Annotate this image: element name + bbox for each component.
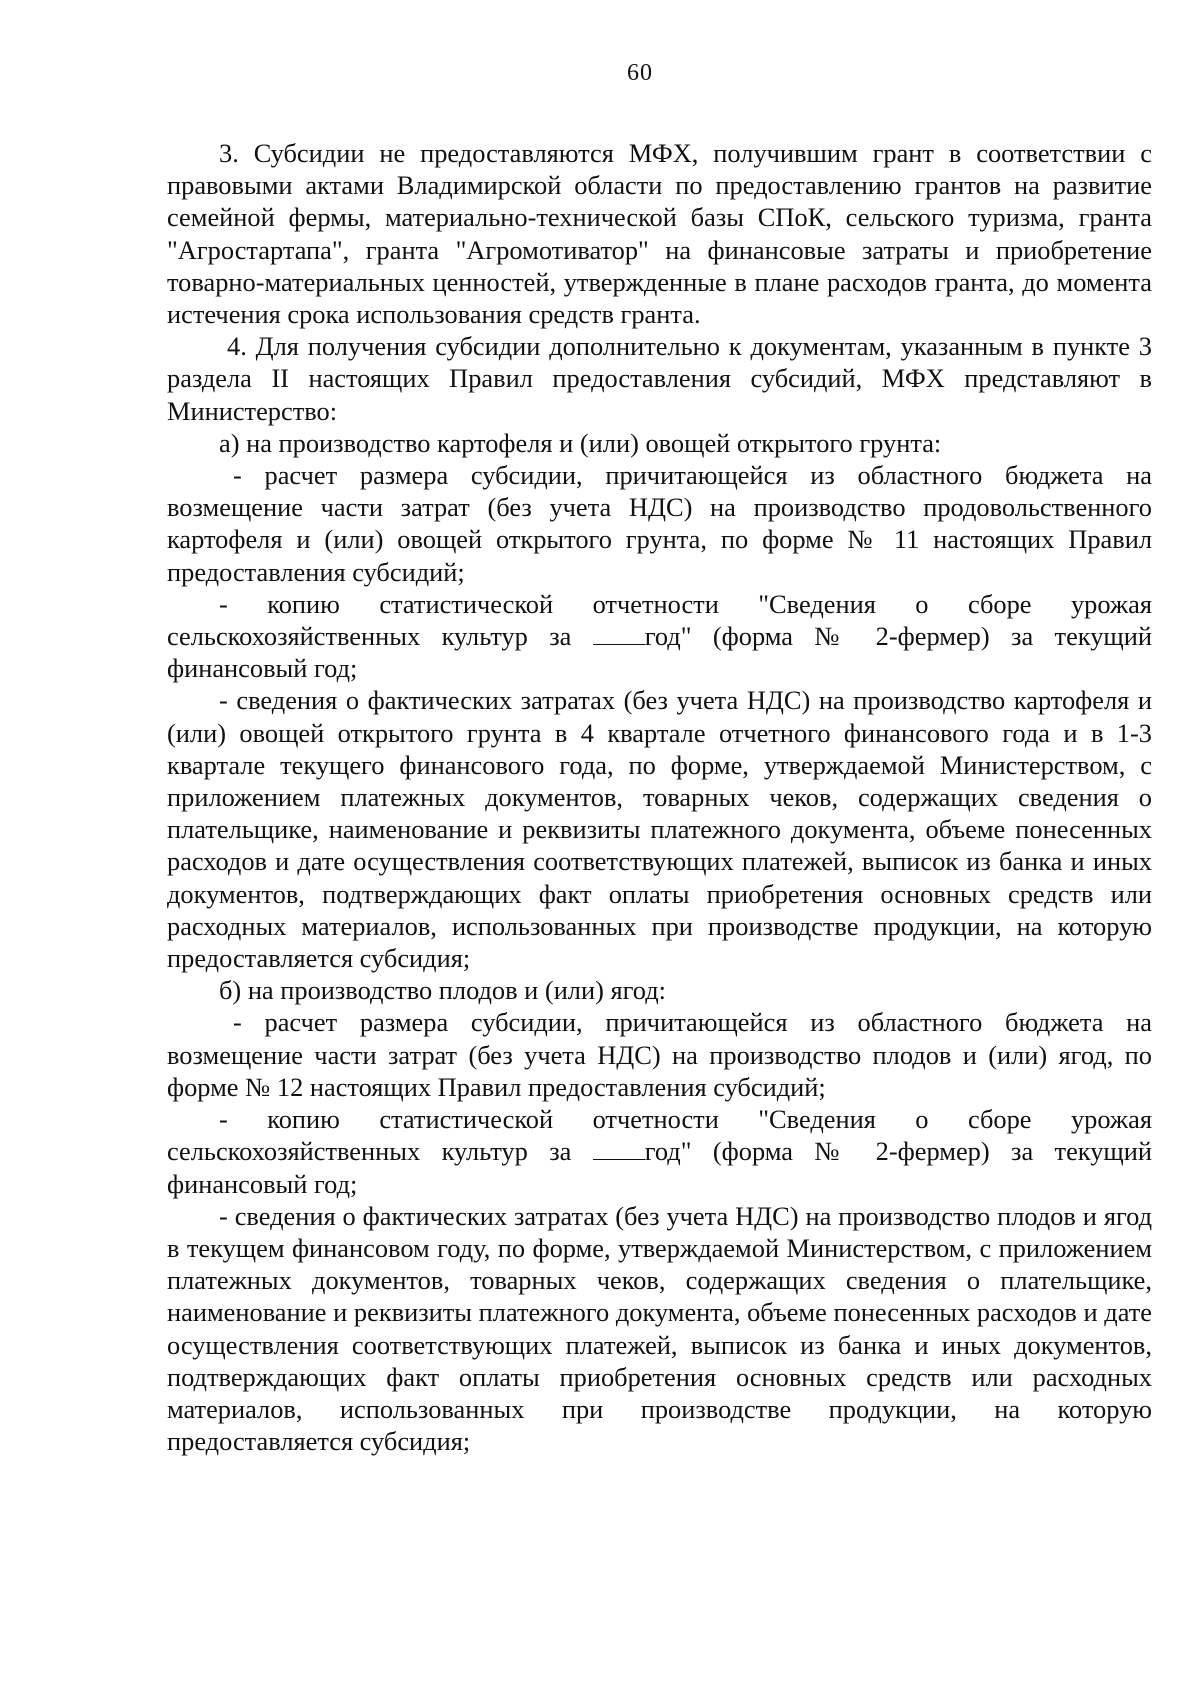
- list-item-costs-b: - сведения о фактических затратах (без учета НДС) на производство плодов и ягод в текущем финансовом году, по форме, утверждаемой Министерством, с приложением платежных документов, товарных чеков, содержащих сведения о плательщике, наименование и реквизиты платежного документа, объеме понесенных расходов и дате осуществления соответствующих платежей, выписок из банка и иных документов, подтверждающих факт оплаты приобретения основных средств или расходных материалов, использованных при производстве продукции, на которую предоставляется субсидия;: [167, 1200, 1152, 1457]
- subparagraph-a: а) на производство картофеля и (или) овощей открытого грунта:: [219, 427, 942, 458]
- list-item-statistics-b: [167, 1103, 1152, 1200]
- paragraph-item-3: 3. Субсидии не предоставляются МФХ, получившим грант в соответствии с правовыми актами Владимирской области по предоставлению грантов на развитие семейной фермы, материально-технической базы СПоК, сельского туризма, гранта "Агростартапа", гранта "Агромотиватор" на финансовые затраты и приобретение товарно-материальных ценностей, утвержденные в плане расходов гранта, до момента истечения срока использования средств гранта.: [167, 138, 1152, 330]
- page-number: 60: [627, 60, 653, 86]
- statistics-b-text-after: год" (форма № 2-фермер) за текущий финансовый год;: [167, 1136, 1152, 1199]
- document-body: [167, 137, 1152, 1457]
- statistics-b-text-before: - копию статистической отчетности "Сведения о сборе урожая сельскохозяйственных культур за: [167, 1104, 1152, 1167]
- year-blank-line: [593, 623, 645, 645]
- list-item-costs-a: - сведения о фактических затратах (без учета НДС) на производство картофеля и (или) овощей открытого грунта в 4 квартале отчетного финансового года и в 1-3 квартале текущего финансового года, по форме, утверждаемой Министерством, с приложением платежных документов, товарных чеков, содержащих сведения о плательщике, наименование и реквизиты платежного документа, объеме понесенных расходов и дате осуществления соответствующих платежей, выписок из банка и иных документов, подтверждающих факт оплаты приобретения основных средств или расходных материалов, использованных при производстве продукции, на которую предоставляется субсидия;: [167, 685, 1152, 974]
- list-item-calculation-a: - расчет размера субсидии, причитающейся из областного бюджета на возмещение части затрат (без учета НДС) на производство продовольственного картофеля и (или) овощей открытого грунта, по форме № 11 настоящих Правил предоставления субсидий;: [167, 460, 1152, 587]
- paragraph-item-4: 4. Для получения субсидии дополнительно к документам, указанным в пункте 3 раздела II настоящих Правил предоставления субсидий, МФХ представляют в Министерство:: [167, 331, 1152, 426]
- list-item-calculation-b: - расчет размера субсидии, причитающейся из областного бюджета на возмещение части затрат (без учета НДС) на производство плодов и (или) ягод, по форме № 12 настоящих Правил предоставления субсидий;: [167, 1007, 1152, 1102]
- subparagraph-b: б) на производство плодов и (или) ягод:: [219, 975, 666, 1006]
- list-item-statistics-a: [167, 588, 1152, 685]
- statistics-a-text-before: - копию статистической отчетности "Сведения о сборе урожая сельскохозяйственных культур за: [167, 588, 1152, 652]
- year-blank-line: [593, 1138, 645, 1160]
- statistics-a-text-after: год" (форма № 2-фермер) за текущий финансовый год;: [167, 621, 1152, 684]
